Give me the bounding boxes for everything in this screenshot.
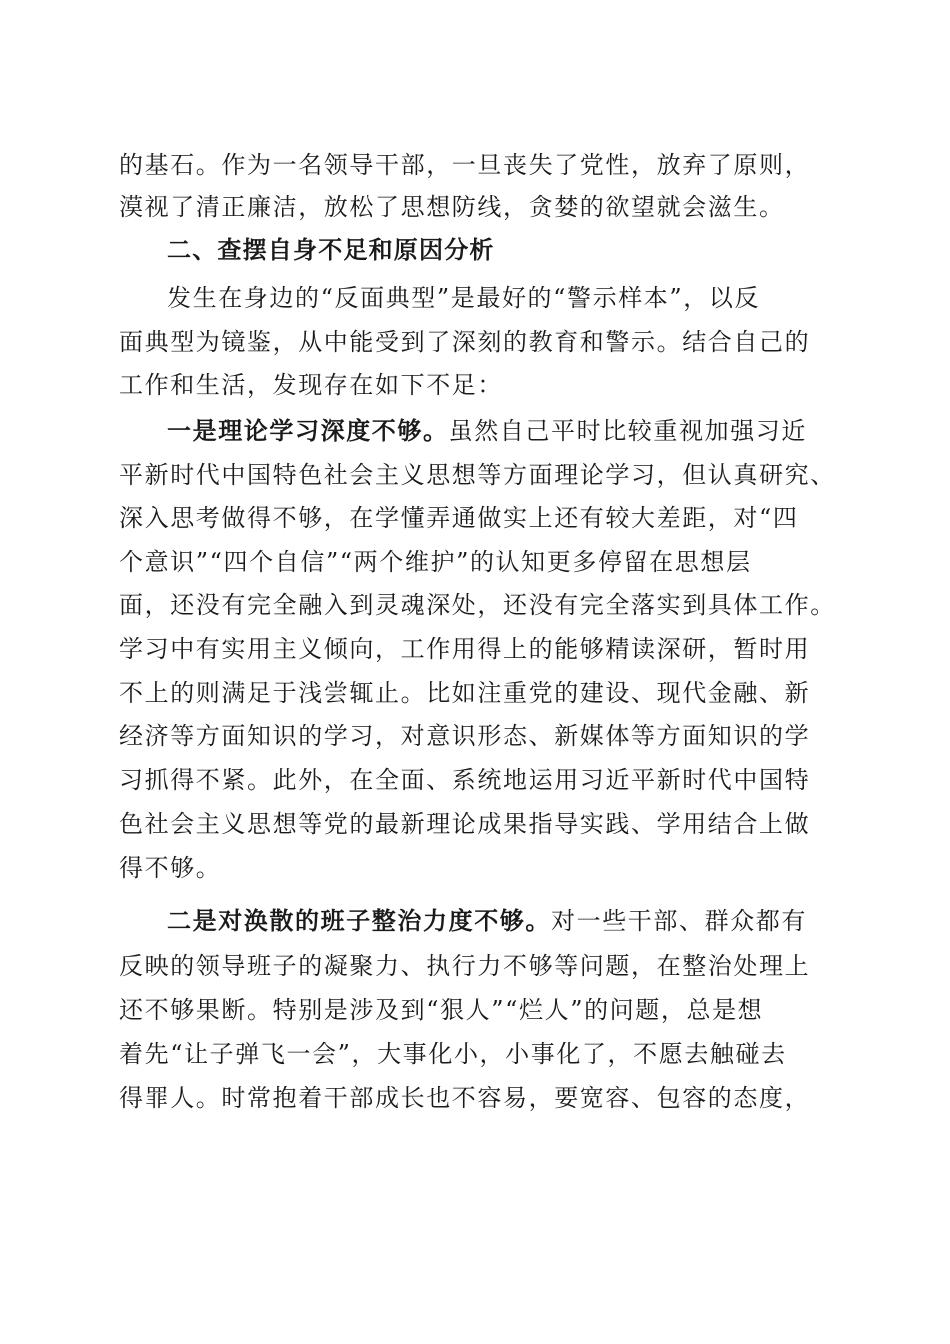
- body-line-4: 面典型为镜鉴，从中能受到了深刻的教育和警示。结合自己的: [119, 328, 811, 356]
- body-line-9: 面，还没有完全融入到灵魂深处，还没有完全落实到具体工作。: [119, 591, 836, 619]
- body-line-17: 还不够果断。特别是涉及到“狠人”“烂人”的问题，总是想: [119, 996, 764, 1024]
- paragraph-one-lead: 一是理论学习深度不够。: [167, 416, 449, 445]
- body-line-19: 得罪人。时常抱着干部成长也不容易，要宽容、包容的态度，: [119, 1084, 811, 1112]
- body-line-16: 反映的领导班子的凝聚力、执行力不够等问题，在整治处理上: [119, 952, 811, 980]
- paragraph-one-first-text: 虽然自己平时比较重视加强习近: [448, 417, 808, 445]
- body-line-14: 色社会主义思想等党的最新理论成果指导实践、学用结合上做: [119, 810, 811, 838]
- paragraph-two-lead: 二是对涣散的班子整治力度不够。: [167, 906, 551, 935]
- body-line-13: 习抓得不紧。此外，在全面、系统地运用习近平新时代中国特: [119, 766, 811, 794]
- body-line-11: 不上的则满足于浅尝辄止。比如注重党的建设、现代金融、新: [119, 679, 811, 707]
- body-line-7: 深入思考做得不够，在学懂弄通做实上还有较大差距，对“四: [119, 504, 799, 532]
- body-line-10: 学习中有实用主义倾向，工作用得上的能够精读深研，暂时用: [119, 635, 811, 663]
- body-line-2: 漠视了清正廉洁，放松了思想防线，贪婪的欲望就会滋生。: [119, 193, 785, 221]
- body-line-6: 平新时代中国特色社会主义思想等方面理论学习，但认真研究、: [119, 461, 836, 489]
- body-line-3: 发生在身边的“反面典型”是最好的“警示样本”，以反: [167, 284, 761, 312]
- body-line-15: 得不够。: [119, 854, 222, 882]
- paragraph-one-first-line: [167, 411, 839, 451]
- body-line-1: 的基石。作为一名领导干部，一旦丧失了党性，放弃了原则，: [119, 151, 811, 179]
- paragraph-two-first-text: 对一些干部、群众都有: [551, 907, 807, 935]
- body-line-5: 工作和生活，发现存在如下不足：: [119, 371, 503, 399]
- body-line-18: 着先“让子弹飞一会”，大事化小，小事化了，不愿去触碰去: [119, 1040, 787, 1068]
- body-line-12: 经济等方面知识的学习，对意识形态、新媒体等方面知识的学: [119, 722, 811, 750]
- section-heading: 二、查摆自身不足和原因分析: [167, 236, 495, 264]
- paragraph-two-first-line: [167, 901, 839, 941]
- body-line-8: 个意识”“四个自信”“两个维护”的认知更多停留在思想层: [119, 548, 752, 576]
